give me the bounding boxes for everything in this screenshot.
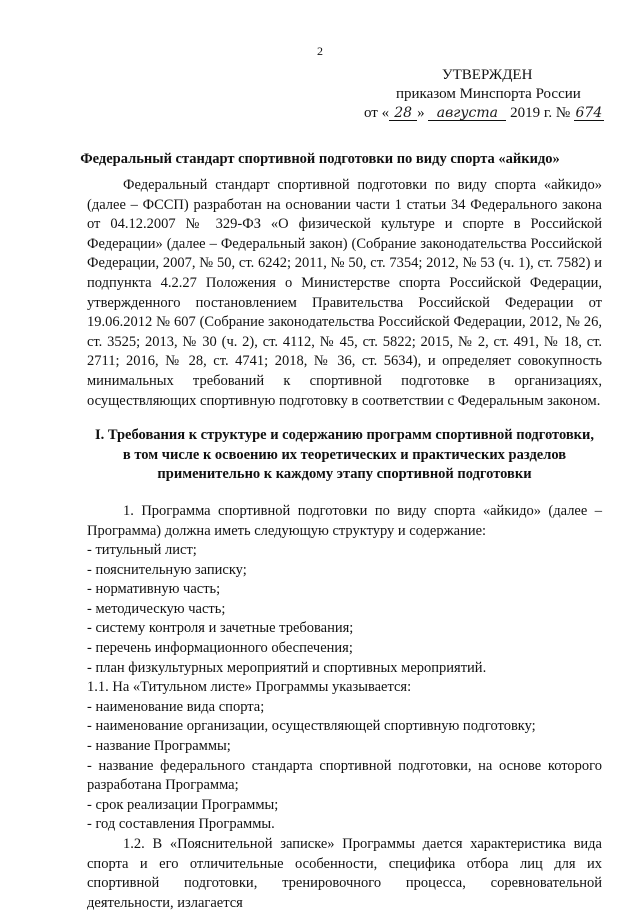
document-title: Федеральный стандарт спортивной подготовки по виду спорта «айкидо» xyxy=(80,151,560,167)
section-1-heading-line-3: применительно к каждому этапу спортивной подготовки xyxy=(157,466,532,483)
paragraph-1-1: 1.1. На «Титульном листе» Программы указывается: xyxy=(87,679,412,696)
approved-label: УТВЕРЖДЕН xyxy=(442,67,533,83)
list-item: - план физкультурных мероприятий и спортивных мероприятий. xyxy=(87,659,487,676)
list-item: - название Программы; xyxy=(87,738,231,755)
list-item: - методическую часть; xyxy=(87,600,226,617)
section-1-heading-line-2: в том числе к освоению их теоретических и практических разделов xyxy=(122,446,567,463)
approval-order-line: приказом Минспорта России xyxy=(396,86,581,102)
list-item: - перечень информационного обеспечения; xyxy=(87,640,353,657)
approval-date-line xyxy=(364,104,603,123)
paragraph-1-2: 1.2. В «Пояснительной записке» Программы дается характеристика вида спорта и его отличительные особенности, специфика отбора лиц для их спортивной подготовки, тренировочного процесса, соревновательной деятельности, излагается xyxy=(87,836,602,911)
intro-paragraph: Федеральный стандарт спортивной подготовки по виду спорта «айкидо» (далее – ФССП) разработан на основании части 1 статьи 34 Федерального закона от 04.12.2007 № 329-ФЗ «О физической культуре и спорте в Российской Федерации» (далее – Федеральный закон) (Собрание законодательства Российской Федерации, 2007, № 50, ст. 6242; 2011, № 50, ст. 7354; 2012, № 53 (ч. 1), ст. 7582) и подпункта 4.2.27 Положения о Министерстве спорта Российской Федерации, утвержденного постановлением Правительства Российской Федерации от 19.06.2012 № 607 (Собрание законодательства Российской Федерации, 2012, № 26, ст. 3525; 2013, № 30 (ч. 2), ст. 4112, № 45, ст. 5822; 2015, № 2, ст. 491, № 18, ст. 2711; 2016, № 28, ст. 4741; 2018, № 36, ст. 5634), и определяет совокупность минимальных требований к спортивной подготовке в организациях, осуществляющих спортивную подготовку в соответствии с Федеральным законом. xyxy=(87,177,602,409)
list-item: - систему контроля и зачетные требования; xyxy=(87,620,354,637)
page-number: 2 xyxy=(317,44,323,58)
handwritten-order-number: 674 xyxy=(575,105,603,121)
approval-block xyxy=(364,66,603,123)
structure-list xyxy=(87,541,602,678)
list-item: - наименование организации, осуществляющей спортивную подготовку; xyxy=(87,718,536,735)
handwritten-date-day: 28 xyxy=(389,106,417,121)
date-mid: » xyxy=(417,105,425,121)
list-item: - нормативную часть; xyxy=(87,581,221,598)
section-1-heading-line-1: I. Требования к структуре и содержанию программ спортивной подготовки, xyxy=(94,427,595,444)
paragraph-1: 1. Программа спортивной подготовки по виду спорта «айкидо» (далее – Программа) должна иметь следующую структуру и содержание: xyxy=(87,502,602,539)
section-1-heading xyxy=(87,426,602,485)
date-prefix: от « xyxy=(364,105,390,121)
title-sheet-list xyxy=(87,698,602,835)
document-body xyxy=(87,176,602,913)
handwritten-date-month: августа xyxy=(428,106,506,121)
list-item: - титульный лист; xyxy=(87,542,197,559)
list-item: - название федерального стандарта спортивной подготовки, на основе которого разработана Программа; xyxy=(87,757,602,794)
date-year: 2019 г. № xyxy=(510,105,571,121)
list-item: - срок реализации Программы; xyxy=(87,796,279,813)
list-item: - год составления Программы. xyxy=(87,816,275,833)
list-item: - наименование вида спорта; xyxy=(87,698,265,715)
list-item: - пояснительную записку; xyxy=(87,561,247,578)
